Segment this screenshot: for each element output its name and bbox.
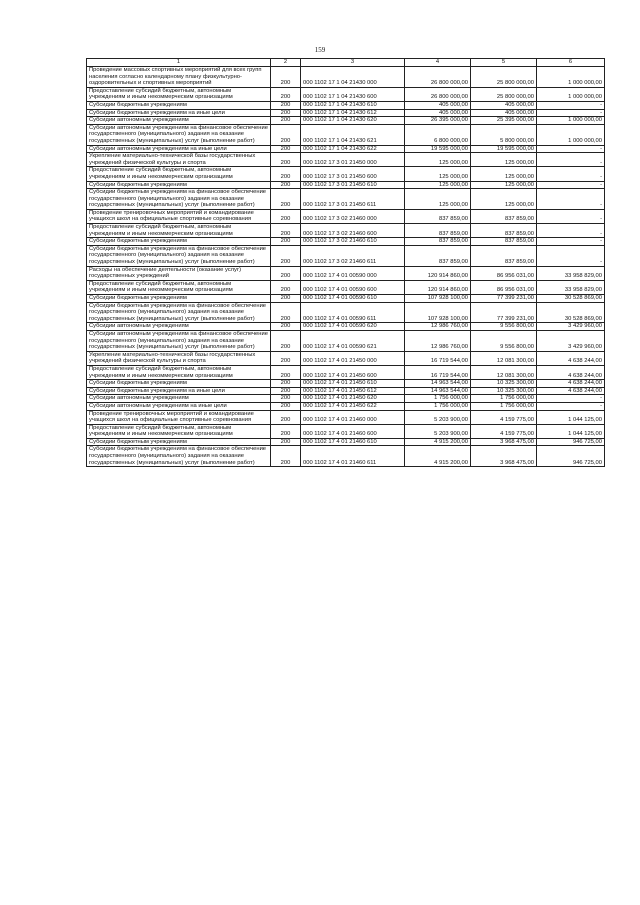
row-grbs-code: 200 — [271, 117, 301, 125]
table-row — [87, 109, 605, 117]
row-amount-col-5: 4 159 775,00 — [471, 410, 537, 424]
row-amount-col-5: 10 325 300,00 — [471, 387, 537, 395]
row-amount-total: 107 928 100,00 — [405, 295, 471, 303]
row-amount-col-6: - — [537, 167, 605, 181]
row-amount-col-6: - — [537, 402, 605, 410]
row-grbs-code: 200 — [271, 402, 301, 410]
row-name: Субсидии бюджетным учреждениям на финансовое обеспечение государственного (муниципального) задания на оказание государственных (муниципальных) услуг (выполнение работ) — [87, 446, 271, 467]
row-amount-col-5: 9 556 800,00 — [471, 323, 537, 331]
row-grbs-code: 200 — [271, 224, 301, 238]
table-row — [87, 438, 605, 446]
row-classification-code: 000 1102 17 4 01 00590 000 — [301, 266, 405, 280]
header-col-5: 5 — [471, 59, 537, 67]
table-row — [87, 446, 605, 467]
table-body — [87, 67, 605, 467]
row-amount-col-6: - — [537, 101, 605, 109]
row-classification-code: 000 1102 17 4 01 00590 621 — [301, 330, 405, 351]
row-amount-col-6: 1 044 125,00 — [537, 410, 605, 424]
row-amount-col-6: - — [537, 245, 605, 266]
row-amount-total: 26 800 000,00 — [405, 87, 471, 101]
row-amount-total: 107 928 100,00 — [405, 302, 471, 323]
row-classification-code: 000 1102 17 1 04 21430 610 — [301, 101, 405, 109]
row-name: Предоставление субсидий бюджетным, автономным учреждениям и иным некоммерческим организациям — [87, 280, 271, 294]
row-amount-total: 405 000,00 — [405, 101, 471, 109]
row-name: Субсидии бюджетным учреждениям — [87, 181, 271, 189]
table-row — [87, 330, 605, 351]
row-amount-col-6: 946 725,00 — [537, 446, 605, 467]
row-name: Субсидии автономным учреждениям на иные цели — [87, 145, 271, 153]
row-grbs-code: 200 — [271, 145, 301, 153]
row-grbs-code: 200 — [271, 280, 301, 294]
row-classification-code: 000 1102 17 4 01 00590 610 — [301, 295, 405, 303]
row-amount-total: 12 986 760,00 — [405, 330, 471, 351]
row-classification-code: 000 1102 17 3 02 21460 611 — [301, 245, 405, 266]
row-amount-col-5: 9 556 800,00 — [471, 330, 537, 351]
row-grbs-code: 200 — [271, 167, 301, 181]
table-row — [87, 302, 605, 323]
row-amount-col-5: 837 859,00 — [471, 224, 537, 238]
row-name: Предоставление субсидий бюджетным, автономным учреждениям и иным некоммерческим организациям — [87, 224, 271, 238]
row-amount-col-6: - — [537, 224, 605, 238]
table-row — [87, 181, 605, 189]
row-classification-code: 000 1102 17 4 01 21450 600 — [301, 365, 405, 379]
row-classification-code: 000 1102 17 4 01 21460 000 — [301, 410, 405, 424]
row-name: Предоставление субсидий бюджетным, автономным учреждениям и иным некоммерческим организациям — [87, 87, 271, 101]
row-amount-total: 1 756 000,00 — [405, 402, 471, 410]
row-amount-total: 125 000,00 — [405, 167, 471, 181]
row-amount-total: 1 756 000,00 — [405, 395, 471, 403]
row-classification-code: 000 1102 17 4 01 21450 622 — [301, 402, 405, 410]
row-name: Субсидии автономным учреждениям на иные цели — [87, 402, 271, 410]
row-classification-code: 000 1102 17 3 01 21450 600 — [301, 167, 405, 181]
row-name: Предоставление субсидий бюджетным, автономным учреждениям и иным некоммерческим организациям — [87, 167, 271, 181]
row-amount-col-6: 33 958 829,00 — [537, 266, 605, 280]
row-amount-col-5: 86 956 031,00 — [471, 266, 537, 280]
row-amount-col-6: 3 429 960,00 — [537, 323, 605, 331]
row-amount-col-6: - — [537, 238, 605, 246]
header-col-4: 4 — [405, 59, 471, 67]
row-amount-col-5: 3 968 475,00 — [471, 438, 537, 446]
row-name: Субсидии автономным учреждениям на финансовое обеспечение государственного (муниципального) задания на оказание государственных (муниципальных) услуг (выполнение работ) — [87, 330, 271, 351]
row-name: Расходы на обеспечение деятельности (оказание услуг) государственных учреждений — [87, 266, 271, 280]
row-amount-col-5: 837 859,00 — [471, 238, 537, 246]
row-amount-col-5: 4 159 775,00 — [471, 424, 537, 438]
row-amount-col-6: - — [537, 145, 605, 153]
row-amount-col-6: - — [537, 181, 605, 189]
row-name: Субсидии бюджетным учреждениям — [87, 295, 271, 303]
row-amount-col-5: 1 756 000,00 — [471, 402, 537, 410]
header-row — [87, 59, 605, 67]
row-name: Субсидии бюджетным учреждениям на финансовое обеспечение государственного (муниципального) задания на оказание государственных (муниципальных) услуг (выполнение работ) — [87, 245, 271, 266]
row-name: Субсидии бюджетным учреждениям — [87, 101, 271, 109]
row-classification-code: 000 1102 17 4 01 21460 600 — [301, 424, 405, 438]
row-amount-col-5: 125 000,00 — [471, 153, 537, 167]
row-grbs-code: 200 — [271, 365, 301, 379]
row-name: Субсидии бюджетным учреждениям — [87, 438, 271, 446]
row-classification-code: 000 1102 17 4 01 21450 612 — [301, 387, 405, 395]
row-name: Предоставление субсидий бюджетным, автономным учреждениям и иным некоммерческим организациям — [87, 424, 271, 438]
row-name: Предоставление субсидий бюджетным, автономным учреждениям и иным некоммерческим организациям — [87, 365, 271, 379]
table-row — [87, 124, 605, 145]
row-grbs-code: 200 — [271, 181, 301, 189]
row-classification-code: 000 1102 17 1 04 21430 600 — [301, 87, 405, 101]
table-row — [87, 224, 605, 238]
row-amount-total: 14 963 544,00 — [405, 387, 471, 395]
row-name: Укрепление материально-технической базы государственных учреждений физической культуры и спорта — [87, 153, 271, 167]
row-amount-total: 12 986 760,00 — [405, 323, 471, 331]
row-amount-col-5: 1 756 000,00 — [471, 395, 537, 403]
row-name: Субсидии бюджетным учреждениям на финансовое обеспечение государственного (муниципального) задания на оказание государственных (муниципальных) услуг (выполнение работ) — [87, 189, 271, 210]
table-row — [87, 145, 605, 153]
row-grbs-code: 200 — [271, 387, 301, 395]
row-amount-col-6: 4 638 244,00 — [537, 380, 605, 388]
row-grbs-code: 200 — [271, 351, 301, 365]
table-row — [87, 245, 605, 266]
budget-table — [86, 58, 605, 467]
table-row — [87, 101, 605, 109]
row-amount-col-5: 837 859,00 — [471, 209, 537, 223]
row-amount-col-6: 1 000 000,00 — [537, 124, 605, 145]
row-grbs-code: 200 — [271, 295, 301, 303]
row-name: Субсидии автономным учреждениям — [87, 395, 271, 403]
table-row — [87, 424, 605, 438]
row-classification-code: 000 1102 17 3 02 21460 600 — [301, 224, 405, 238]
row-classification-code: 000 1102 17 4 01 21450 000 — [301, 351, 405, 365]
row-amount-col-6: 30 528 869,00 — [537, 295, 605, 303]
row-amount-col-5: 10 325 300,00 — [471, 380, 537, 388]
header-col-1: 1 — [87, 59, 271, 67]
row-amount-col-6: 1 044 125,00 — [537, 424, 605, 438]
row-grbs-code: 200 — [271, 87, 301, 101]
row-grbs-code: 200 — [271, 238, 301, 246]
row-grbs-code: 200 — [271, 395, 301, 403]
row-classification-code: 000 1102 17 1 04 21430 621 — [301, 124, 405, 145]
row-amount-total: 16 719 544,00 — [405, 351, 471, 365]
page-number: 159 — [314, 46, 326, 54]
row-classification-code: 000 1102 17 3 02 21460 000 — [301, 209, 405, 223]
header-col-6: 6 — [537, 59, 605, 67]
row-amount-col-6: 1 000 000,00 — [537, 87, 605, 101]
row-grbs-code: 200 — [271, 380, 301, 388]
row-amount-col-5: 12 081 300,00 — [471, 351, 537, 365]
row-amount-total: 837 859,00 — [405, 224, 471, 238]
row-grbs-code: 200 — [271, 424, 301, 438]
row-grbs-code: 200 — [271, 330, 301, 351]
row-name: Субсидии бюджетным учреждениям — [87, 238, 271, 246]
table-row — [87, 167, 605, 181]
row-classification-code: 000 1102 17 4 01 00590 620 — [301, 323, 405, 331]
row-grbs-code: 200 — [271, 323, 301, 331]
table-header — [87, 59, 605, 67]
row-amount-col-5: 125 000,00 — [471, 167, 537, 181]
row-amount-col-5: 25 800 000,00 — [471, 67, 537, 88]
row-name: Субсидии автономным учреждениям — [87, 323, 271, 331]
row-amount-total: 26 395 000,00 — [405, 117, 471, 125]
row-amount-total: 16 719 544,00 — [405, 365, 471, 379]
row-amount-col-5: 19 595 000,00 — [471, 145, 537, 153]
row-amount-total: 837 859,00 — [405, 209, 471, 223]
row-grbs-code: 200 — [271, 438, 301, 446]
row-grbs-code: 200 — [271, 101, 301, 109]
row-amount-col-5: 5 800 000,00 — [471, 124, 537, 145]
row-amount-col-5: 77 399 231,00 — [471, 302, 537, 323]
row-amount-col-5: 405 000,00 — [471, 109, 537, 117]
row-amount-col-5: 25 395 000,00 — [471, 117, 537, 125]
row-name: Субсидии автономным учреждениям — [87, 117, 271, 125]
table-row — [87, 238, 605, 246]
row-grbs-code: 200 — [271, 124, 301, 145]
row-classification-code: 000 1102 17 4 01 21450 620 — [301, 395, 405, 403]
row-amount-total: 125 000,00 — [405, 153, 471, 167]
row-amount-col-5: 25 800 000,00 — [471, 87, 537, 101]
row-amount-col-5: 837 859,00 — [471, 245, 537, 266]
row-amount-total: 405 000,00 — [405, 109, 471, 117]
row-classification-code: 000 1102 17 1 04 21430 622 — [301, 145, 405, 153]
table-row — [87, 387, 605, 395]
row-name: Субсидии бюджетным учреждениям на иные цели — [87, 387, 271, 395]
row-name: Проведение массовых спортивных мероприятий для всех групп населения согласно календарному плану физкультурно-оздоровительных и спортивных мероприятий — [87, 67, 271, 88]
table-row — [87, 323, 605, 331]
row-amount-col-6: - — [537, 189, 605, 210]
row-amount-col-6: 33 958 829,00 — [537, 280, 605, 294]
row-name: Проведение тренировочных мероприятий и командирование учащихся школ на официальные спортивные соревнования — [87, 209, 271, 223]
table-row — [87, 189, 605, 210]
row-amount-total: 125 000,00 — [405, 181, 471, 189]
table-row — [87, 266, 605, 280]
table-row — [87, 67, 605, 88]
row-classification-code: 000 1102 17 4 01 00590 600 — [301, 280, 405, 294]
row-amount-col-6: 4 638 244,00 — [537, 387, 605, 395]
table-row — [87, 365, 605, 379]
row-amount-col-6: 1 000 000,00 — [537, 117, 605, 125]
row-grbs-code: 200 — [271, 67, 301, 88]
row-amount-total: 6 800 000,00 — [405, 124, 471, 145]
row-amount-col-6: - — [537, 209, 605, 223]
row-amount-col-5: 125 000,00 — [471, 189, 537, 210]
table-row — [87, 380, 605, 388]
row-name: Субсидии автономным учреждениям на финансовое обеспечение государственного (муниципального) задания на оказание государственных (муниципальных) услуг (выполнение работ) — [87, 124, 271, 145]
row-amount-col-6: - — [537, 153, 605, 167]
row-classification-code: 000 1102 17 1 04 21430 000 — [301, 67, 405, 88]
row-amount-total: 837 859,00 — [405, 245, 471, 266]
row-amount-col-5: 86 956 031,00 — [471, 280, 537, 294]
table-row — [87, 280, 605, 294]
row-classification-code: 000 1102 17 3 02 21460 610 — [301, 238, 405, 246]
row-amount-col-5: 125 000,00 — [471, 181, 537, 189]
header-col-2: 2 — [271, 59, 301, 67]
row-amount-total: 120 914 860,00 — [405, 280, 471, 294]
row-amount-col-5: 3 968 475,00 — [471, 446, 537, 467]
row-classification-code: 000 1102 17 4 01 21460 611 — [301, 446, 405, 467]
row-classification-code: 000 1102 17 4 01 21450 610 — [301, 380, 405, 388]
row-classification-code: 000 1102 17 3 01 21450 000 — [301, 153, 405, 167]
table-row — [87, 87, 605, 101]
row-classification-code: 000 1102 17 1 04 21430 620 — [301, 117, 405, 125]
row-amount-total: 5 203 900,00 — [405, 410, 471, 424]
row-grbs-code: 200 — [271, 153, 301, 167]
row-grbs-code: 200 — [271, 302, 301, 323]
row-name: Проведение тренировочных мероприятий и командирование учащихся школ на официальные спортивные соревнования — [87, 410, 271, 424]
row-amount-total: 5 203 900,00 — [405, 424, 471, 438]
row-name: Субсидии бюджетным учреждениям — [87, 380, 271, 388]
row-classification-code: 000 1102 17 4 01 00590 611 — [301, 302, 405, 323]
row-amount-total: 19 595 000,00 — [405, 145, 471, 153]
row-amount-total: 4 915 200,00 — [405, 438, 471, 446]
row-amount-col-6: 1 000 000,00 — [537, 67, 605, 88]
table-row — [87, 153, 605, 167]
row-amount-total: 125 000,00 — [405, 189, 471, 210]
row-classification-code: 000 1102 17 3 01 21450 611 — [301, 189, 405, 210]
row-amount-col-5: 405 000,00 — [471, 101, 537, 109]
row-amount-col-6: 946 725,00 — [537, 438, 605, 446]
row-amount-total: 120 914 860,00 — [405, 266, 471, 280]
row-amount-total: 4 915 200,00 — [405, 446, 471, 467]
row-name: Укрепление материально-технической базы государственных учреждений физической культуры и спорта — [87, 351, 271, 365]
table-row — [87, 351, 605, 365]
row-amount-col-6: 4 638 244,00 — [537, 351, 605, 365]
row-grbs-code: 200 — [271, 245, 301, 266]
table-row — [87, 395, 605, 403]
row-amount-col-6: - — [537, 395, 605, 403]
row-amount-col-6: 4 638 244,00 — [537, 365, 605, 379]
row-grbs-code: 200 — [271, 189, 301, 210]
row-grbs-code: 200 — [271, 266, 301, 280]
row-amount-col-6: 3 429 960,00 — [537, 330, 605, 351]
table-row — [87, 295, 605, 303]
row-name: Субсидии бюджетным учреждениям на иные цели — [87, 109, 271, 117]
table-row — [87, 117, 605, 125]
row-grbs-code: 200 — [271, 109, 301, 117]
header-col-3: 3 — [301, 59, 405, 67]
row-grbs-code: 200 — [271, 209, 301, 223]
row-amount-total: 26 800 000,00 — [405, 67, 471, 88]
row-amount-total: 14 963 544,00 — [405, 380, 471, 388]
row-amount-col-5: 12 081 300,00 — [471, 365, 537, 379]
row-amount-total: 837 859,00 — [405, 238, 471, 246]
row-grbs-code: 200 — [271, 410, 301, 424]
table-row — [87, 209, 605, 223]
row-classification-code: 000 1102 17 1 04 21430 612 — [301, 109, 405, 117]
row-grbs-code: 200 — [271, 446, 301, 467]
row-classification-code: 000 1102 17 3 01 21450 610 — [301, 181, 405, 189]
table-row — [87, 410, 605, 424]
row-amount-col-6: 30 528 869,00 — [537, 302, 605, 323]
row-name: Субсидии бюджетным учреждениям на финансовое обеспечение государственного (муниципального) задания на оказание государственных (муниципальных) услуг (выполнение работ) — [87, 302, 271, 323]
row-amount-col-6: - — [537, 109, 605, 117]
table-row — [87, 402, 605, 410]
row-amount-col-5: 77 399 231,00 — [471, 295, 537, 303]
row-classification-code: 000 1102 17 4 01 21460 610 — [301, 438, 405, 446]
